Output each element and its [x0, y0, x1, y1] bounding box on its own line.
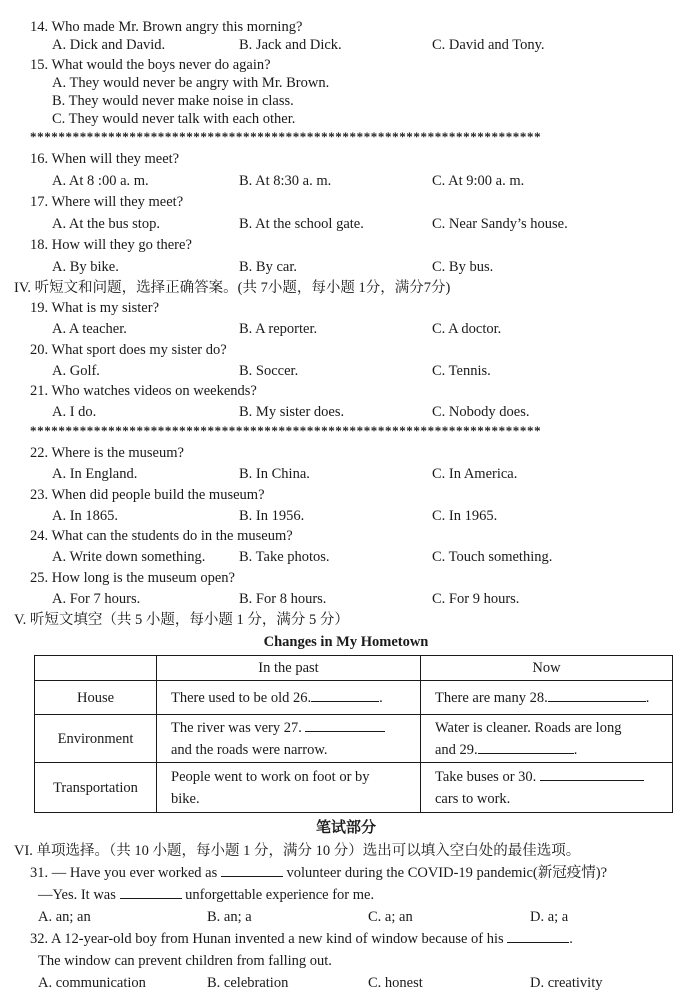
option-c: C. honest	[368, 975, 423, 991]
question-31-line2	[38, 886, 374, 904]
option-b: B. In 1956.	[239, 508, 305, 524]
question-stem: 16. When will they meet?	[30, 151, 180, 167]
section-heading: V. 听短文填空（共 5 小题，每小题 1 分，满分 5 分）	[14, 612, 349, 628]
separator: ************************************************************************	[30, 130, 542, 144]
option-a: A. In England.	[52, 466, 138, 482]
house-past-text: There used to be old 26.	[171, 689, 312, 706]
option-a: A. At the bus stop.	[52, 216, 160, 232]
option-c: C. In 1965.	[432, 508, 498, 524]
trans-now-text-2: cars to work.	[435, 790, 511, 807]
question-stem: 25. How long is the museum open?	[30, 570, 235, 586]
question-stem: 18. How will they go there?	[30, 237, 192, 253]
option-d: D. a; a	[530, 909, 569, 925]
trans-now-cell	[421, 763, 673, 813]
answer-blank[interactable]	[120, 886, 182, 899]
option-a: A. For 7 hours.	[52, 591, 141, 607]
question-stem: 32. A 12-year-old boy from Hunan invented a new kind of window because of his	[30, 931, 504, 947]
question-32-line1: 32. A 12-year-old boy from Hunan invented a new kind of window because of his .	[30, 931, 573, 947]
house-now-text: There are many 28.	[435, 689, 548, 706]
option-c: C. By bus.	[432, 259, 494, 275]
option-b: B. Jack and Dick.	[239, 37, 342, 53]
option-b: B. Take photos.	[239, 549, 330, 565]
env-past-cell	[157, 715, 421, 763]
trans-past-text-1: People went to work on foot or by	[171, 768, 370, 785]
option-c: C. At 9:00 a. m.	[432, 173, 525, 189]
option-a: A. Golf.	[52, 363, 100, 379]
trans-past-text-2: bike.	[171, 790, 200, 807]
trans-past-cell	[157, 763, 421, 813]
question-stem-cont: volunteer during the COVID-19 pandemic(新冠疫情)?	[286, 865, 608, 881]
question-stem: 20. What sport does my sister do?	[30, 342, 227, 358]
option-c: C. Tennis.	[432, 363, 491, 379]
answer-blank-26[interactable]	[311, 689, 379, 702]
option-a: A. Dick and David.	[52, 37, 166, 53]
env-past-text-2: and the roads were narrow.	[171, 741, 328, 758]
option-c: C. In America.	[432, 466, 518, 482]
table-row	[35, 681, 673, 715]
question-stem: 17. Where will they meet?	[30, 194, 184, 210]
answer-blank[interactable]	[221, 864, 283, 877]
option-c: C. Near Sandy’s house.	[432, 216, 568, 232]
house-now-cell: There are many 28. .	[421, 681, 673, 715]
option-d: D. creativity	[530, 975, 603, 991]
question-stem: 14. Who made Mr. Brown angry this morning?	[30, 19, 303, 35]
answer-blank-28[interactable]	[548, 689, 646, 702]
option-b: B. For 8 hours.	[239, 591, 327, 607]
answer-blank-27[interactable]	[305, 719, 385, 732]
question-stem: 22. Where is the museum?	[30, 445, 184, 461]
env-past-text-1: The river was very 27.	[171, 719, 302, 736]
option-c: C. Touch something.	[432, 549, 553, 565]
answer-blank-30[interactable]	[540, 768, 644, 781]
question-stem: —Yes. It was	[38, 887, 116, 903]
question-stem: 15. What would the boys never do again?	[30, 57, 271, 73]
header-empty	[35, 656, 157, 681]
question-stem: 19. What is my sister?	[30, 300, 160, 316]
table-header-row	[35, 656, 673, 681]
question-stem-cont: The window can prevent children from falling out.	[38, 953, 332, 969]
hometown-table	[34, 655, 673, 813]
trans-now-text-1: Take buses or 30.	[435, 768, 537, 785]
question-stem: 23. When did people build the museum?	[30, 487, 265, 503]
option-c: C. They would never talk with each other.	[52, 111, 296, 127]
option-c: C. A doctor.	[432, 321, 502, 337]
option-a: A. They would never be angry with Mr. Brown.	[52, 75, 330, 91]
option-a: A. an; an	[38, 909, 91, 925]
option-b: B. In China.	[239, 466, 310, 482]
option-c: C. Nobody does.	[432, 404, 530, 420]
env-now-text-1: Water is cleaner. Roads are long	[435, 719, 622, 736]
option-b: B. celebration	[207, 975, 289, 991]
option-a: A. Write down something.	[52, 549, 206, 565]
table-row	[35, 715, 673, 763]
option-c: C. a; an	[368, 909, 413, 925]
row-label-transportation: Transportation	[35, 763, 157, 813]
env-now-text-2: and 29.	[435, 741, 478, 758]
question-stem: 21. Who watches videos on weekends?	[30, 383, 257, 399]
house-past-cell: There used to be old 26. .	[157, 681, 421, 715]
question-stem-cont: unforgettable experience for me.	[185, 887, 375, 903]
option-b: B. At 8:30 a. m.	[239, 173, 332, 189]
env-now-cell: Water is cleaner. Roads are long and 29. .	[421, 715, 673, 763]
option-b: B. My sister does.	[239, 404, 345, 420]
option-a: A. By bike.	[52, 259, 119, 275]
column-header-now: Now	[421, 656, 673, 681]
option-b: B. an; a	[207, 909, 252, 925]
column-header-past: In the past	[157, 656, 421, 681]
row-label-house: House	[35, 681, 157, 715]
option-b: B. By car.	[239, 259, 297, 275]
section-heading: IV. 听短文和问题，选择正确答案。(共 7小题，每小题 1分，满分7分)	[14, 280, 451, 296]
option-b: B. Soccer.	[239, 363, 299, 379]
option-b: B. They would never make noise in class.	[52, 93, 294, 109]
option-a: A. I do.	[52, 404, 97, 420]
answer-blank-29[interactable]	[478, 741, 574, 754]
answer-blank[interactable]	[507, 930, 569, 943]
question-31-line1	[30, 864, 607, 882]
option-c: C. David and Tony.	[432, 37, 545, 53]
section-heading: VI. 单项选择。（共 10 小题，每小题 1 分，满分 10 分）选出可以填入空白处的最佳选项。	[14, 843, 581, 859]
option-b: B. At the school gate.	[239, 216, 364, 232]
option-a: A. At 8 :00 a. m.	[52, 173, 149, 189]
question-stem: 31. — Have you ever worked as	[30, 865, 218, 881]
option-c: C. For 9 hours.	[432, 591, 520, 607]
table-title: Changes in My Hometown	[263, 634, 429, 650]
option-a: A. communication	[38, 975, 146, 991]
row-label-environment: Environment	[35, 715, 157, 763]
option-a: A. A teacher.	[52, 321, 127, 337]
written-section-heading: 笔试部分	[315, 820, 376, 836]
table-row	[35, 763, 673, 813]
option-a: A. In 1865.	[52, 508, 119, 524]
option-b: B. A reporter.	[239, 321, 318, 337]
question-stem: 24. What can the students do in the museum?	[30, 528, 293, 544]
separator: ************************************************************************	[30, 424, 542, 438]
